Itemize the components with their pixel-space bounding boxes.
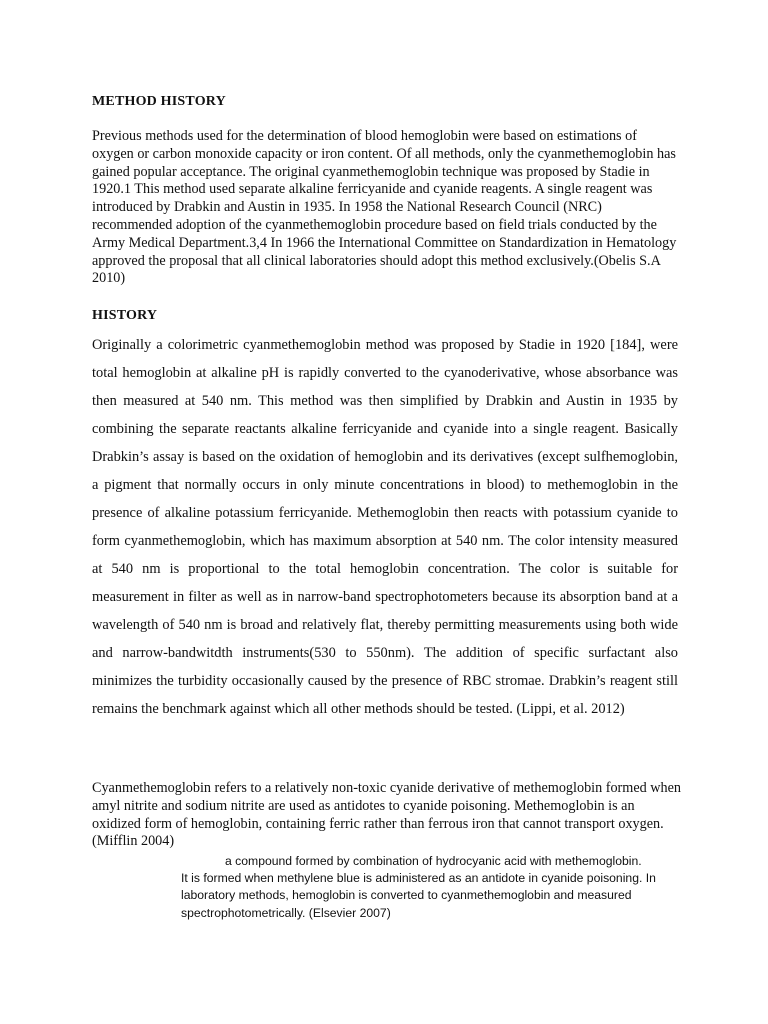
history-heading: HISTORY	[92, 308, 158, 323]
history-paragraph: Originally a colorimetric cyanmethemoglobin method was proposed by Stadie in 1920 [184], were total hemoglobin at alkaline pH is rapidly converted to the cyanoderivative, whose absorbance was then measured at 540 nm. This method was then simplified by Drabkin and Austin in 1935 by combining the separate reactants alkaline ferricyanide and cyanide into a single reagent. Basically Drabkin’s assay is based on the oxidation of hemoglobin and its derivatives (except sulfhemoglobin, a pigment that normally occurs in only minute concentrations in blood) to methemoglobin in the presence of alkaline potassium ferricyanide. Methemoglobin then reacts with potassium cyanide to form cyanmethemoglobin, which has maximum absorption at 540 nm. The color intensity measured at 540 nm is proportional to the total hemoglobin concentration. The color is suitable for measurement in filter as well as in narrow-band spectrophotometers because its absorption band at a wavelength of 540 nm is broad and relatively flat, thereby permitting measurements using both wide and narrow-bandwitdth instruments(530 to 550nm). The addition of specific surfactant also minimizes the turbidity occasionally caused by the presence of RBC stromae. Drabkin’s reagent still remains the benchmark against which all other methods should be tested. (Lippi, et al. 2012)	[92, 337, 678, 717]
method-history-paragraph: Previous methods used for the determination of blood hemoglobin were based on estimations of oxygen or carbon monoxide capacity or iron content. Of all methods, only the cyanmethemoglobin has gained popular acceptance. The original cyanmethemoglobin technique was proposed by Stadie in 1920.1 This method used separate alkaline ferricyanide and cyanide reagents. A single reagent was introduced by Drabkin and Austin in 1935. In 1958 the National Research Council (NRC) recommended adoption of the cyanmethemoglobin procedure based on field trials conducted by the Army Medical Department.3,4 In 1966 the International Committee on Standardization in Hematology approved the proposal that all clinical laboratories should adopt this method exclusively.(Obelis S.A 2010)	[92, 128, 677, 287]
dictionary-definition-rest: It is formed when methylene blue is administered as an antidote in cyanide poisoning. In laboratory methods, hemoglobin is converted to cyanmethemoglobin and measured spectrophotometrically. (Elsevier 2007)	[181, 871, 656, 920]
dictionary-definition-first-line: a compound formed by combination of hydrocyanic acid with methemoglobin.	[225, 854, 642, 868]
cyanmethemoglobin-definition-paragraph: Cyanmethemoglobin refers to a relatively non-toxic cyanide derivative of methemoglobin formed when amyl nitrite and sodium nitrite are used as antidotes to cyanide poisoning. Methemoglobin is an oxidized form of hemoglobin, containing ferric rather than ferrous iron that cannot transport oxygen. (Mifflin 2004)	[92, 780, 681, 850]
method-history-heading: METHOD HISTORY	[92, 94, 226, 109]
dictionary-definition-block	[181, 853, 681, 922]
